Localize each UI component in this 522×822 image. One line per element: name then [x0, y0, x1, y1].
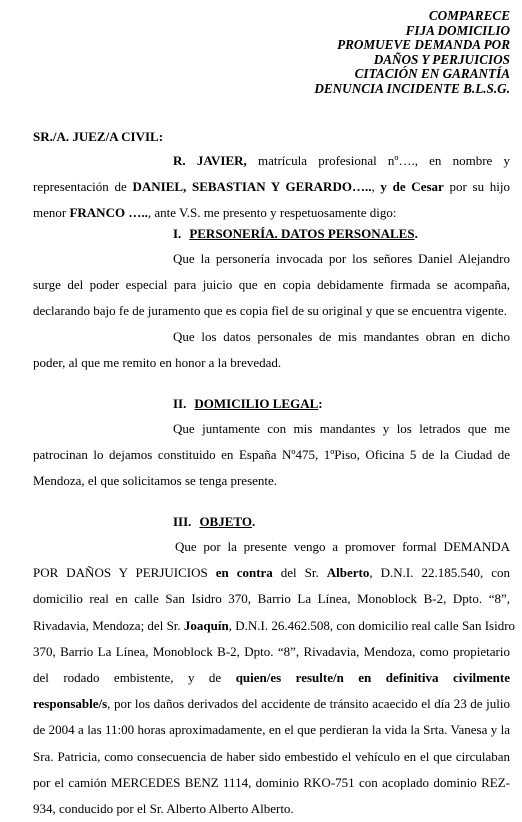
text-line: Que la personería invocada por los señores Daniel Alejandro: [173, 251, 510, 266]
text-line: domicilio real en calle San Isidro 370, Barrio La Línea, Monoblock B-2, Dpto. “8”,: [33, 591, 510, 607]
text-run: ,: [371, 179, 381, 195]
text-run: matrícula profesional nº…., en nombre y: [246, 153, 510, 168]
text-run: del rodado embistente, y de: [33, 670, 236, 686]
text-run: , por los daños derivados del accidente de tránsito acaecido el día 23 de julio: [107, 696, 510, 712]
text-line: [33, 174, 510, 200]
text-line: por el camión MERCEDES BENZ 1114, dominio RKO-751 con acoplado dominio REZ-: [33, 774, 510, 790]
client-name: y de Cesar: [380, 179, 444, 195]
heading-line: COMPARECE: [428, 8, 510, 23]
section-heading-1: [173, 226, 418, 242]
text-run: representación de: [33, 179, 133, 195]
text-run: por su hijo: [443, 179, 511, 195]
section-number: I.: [173, 226, 182, 241]
text-run: menor: [33, 205, 70, 221]
text-run: del Sr.: [272, 565, 327, 581]
section-punct: .: [251, 514, 256, 529]
text-line: poder, al que me remito en honor a la brevedad.: [33, 355, 282, 371]
defendant-name: Alberto: [326, 565, 370, 581]
bold-run: responsable/s: [33, 696, 108, 712]
client-names: DANIEL, SEBASTIAN Y GERARDO…..: [132, 179, 372, 195]
section-punct: .: [414, 226, 418, 241]
addressee: SR./A. JUEZ/A CIVIL:: [33, 129, 164, 144]
section-number: II.: [173, 396, 187, 411]
text-run: , D.N.I. 26.462.508, con domicilio real calle San Isidro: [228, 617, 516, 633]
section-number: III.: [173, 514, 192, 529]
section3-paragraph: [33, 534, 516, 822]
text-line: [33, 560, 510, 586]
heading-line: DAÑOS Y PERJUICIOS: [373, 51, 510, 67]
text-line: [33, 148, 510, 174]
bold-run: en contra: [215, 565, 273, 581]
minor-name: FRANCO …..: [69, 205, 148, 221]
text-line: declarando bajo fe de juramento que es copia fiel de su original y que se encuentra vigente.: [33, 303, 507, 319]
text-line: Que los datos personales de mis mandantes obran en dicho: [173, 329, 510, 344]
heading-line: DENUNCIA INCIDENTE B.L.S.G.: [314, 80, 510, 96]
text-line: Sra. Patricia, como consecuencia de haber sido embestido el vehículo en el que circulaban: [33, 748, 510, 764]
section-title: OBJETO: [199, 514, 252, 529]
text-line: surge del poder especial para juicio que en copia debidamente firmada se acompaña,: [33, 277, 510, 293]
text-line: Que juntamente con mis mandantes y los letrados que me: [173, 421, 510, 436]
lawyer-name: R. JAVIER,: [173, 153, 247, 168]
text-line: 934, conducido por el Sr. Alberto Alberto Alberto.: [33, 801, 294, 817]
text-line: de 2004 a las 11:00 horas aproximadamente, en el que perdieran la vida la Srta. Vanesa y la: [33, 722, 510, 738]
heading-line: PROMUEVE DEMANDA POR: [337, 37, 510, 53]
heading-line: FIJA DOMICILIO: [405, 22, 510, 38]
section-punct: :: [318, 396, 323, 411]
text-line: patrocinan lo dejamos constituido en España Nº475, 1ºPiso, Oficina 5 de la Ciudad de: [33, 447, 510, 463]
text-line: [33, 691, 510, 717]
section-heading-2: [173, 396, 323, 412]
bold-run: quien/es resulte/n en definitiva civilmente: [235, 670, 510, 686]
text-line: Que por la presente vengo a promover formal DEMANDA: [175, 539, 510, 554]
text-run: , D.N.I. 22.185.540, con: [369, 565, 510, 581]
section1-paragraph-2: [33, 324, 510, 376]
text-line: 370, Barrio La Línea, Monoblock B-2, Dpto. “8”, Rivadavia, Mendoza, como propietario: [33, 643, 510, 659]
defendant-name: Joaquín: [183, 617, 229, 633]
text-run: , ante V.S. me presento y respetuosamente digo:: [147, 205, 397, 221]
section-title: DOMICILIO LEGAL: [194, 396, 319, 411]
document-heading: [314, 9, 510, 97]
text-line: [33, 200, 510, 226]
section2-paragraph: [33, 416, 510, 495]
section-heading-3: [173, 514, 255, 530]
text-run: Rivadavia, Mendoza; del Sr.: [33, 617, 184, 633]
intro-paragraph: [33, 148, 510, 227]
heading-line: CITACIÓN EN GARANTÍA: [354, 66, 510, 82]
text-line: Mendoza, el que solicitamos se tenga presente.: [33, 473, 278, 489]
section-title: PERSONERÍA. DATOS PERSONALES: [189, 226, 415, 241]
text-line: [33, 613, 516, 639]
section1-paragraph-1: [33, 246, 510, 325]
text-run: POR DAÑOS Y PERJUICIOS: [33, 565, 216, 581]
text-line: [33, 665, 510, 691]
